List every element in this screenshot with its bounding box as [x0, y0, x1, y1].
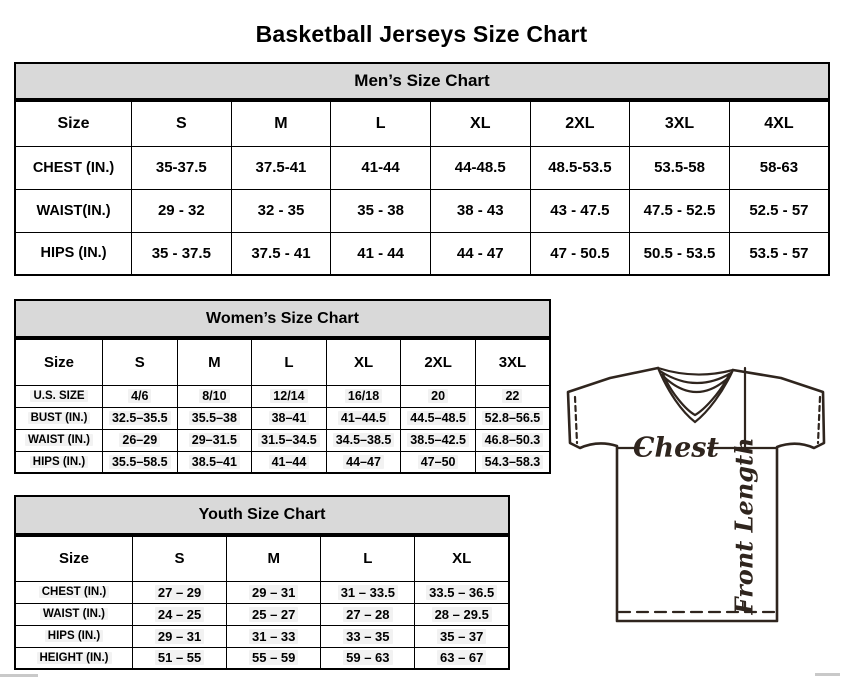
youth-chart-header — [14, 495, 510, 535]
mens-chart-title: Men’s Size Chart — [354, 71, 490, 90]
table-cell — [401, 385, 476, 407]
cell-text: 59 – 63 — [343, 650, 392, 665]
table-cell: 47 - 50.5 — [530, 232, 630, 275]
table-cell — [103, 429, 178, 451]
table-cell: 29 - 32 — [132, 189, 232, 232]
table-cell — [321, 647, 415, 669]
column-header: XL — [326, 339, 401, 385]
left-cuff-dashed-seam — [575, 397, 577, 443]
womens-chart-header — [14, 299, 551, 338]
row-label — [15, 429, 103, 451]
column-header: Size — [15, 101, 132, 146]
table-cell: 48.5-53.5 — [530, 146, 630, 189]
table-cell — [103, 407, 178, 429]
youth-size-table — [14, 535, 510, 670]
column-header: S — [103, 339, 178, 385]
page-title: Basketball Jerseys Size Chart — [255, 21, 588, 48]
table-cell — [415, 647, 509, 669]
column-header: L — [321, 536, 415, 581]
cell-text: 25 – 27 — [249, 607, 298, 622]
cell-text: 38.5–41 — [189, 455, 240, 469]
column-header: Size — [15, 339, 103, 385]
cutoff-element-bottom-right — [815, 673, 840, 676]
table-cell — [321, 625, 415, 647]
table-row — [15, 451, 550, 473]
cell-text: 32.5–35.5 — [109, 411, 171, 425]
column-header: 2XL — [401, 339, 476, 385]
table-cell — [133, 603, 227, 625]
table-cell: 41 - 44 — [331, 232, 431, 275]
right-cuff-dashed-seam — [818, 397, 820, 443]
cell-text: 35.5–38 — [189, 411, 240, 425]
cell-text: 29–31.5 — [189, 433, 240, 447]
column-header: Size — [15, 536, 133, 581]
cell-text: 38–41 — [269, 411, 310, 425]
table-cell — [133, 625, 227, 647]
womens-size-table — [14, 338, 551, 474]
table-cell — [227, 581, 321, 603]
cell-text: 46.8–50.3 — [482, 433, 544, 447]
table-cell — [177, 407, 252, 429]
column-header: S — [133, 536, 227, 581]
cell-text: 35.5–58.5 — [109, 455, 171, 469]
mens-size-table — [14, 100, 830, 276]
table-cell — [133, 647, 227, 669]
row-label — [15, 647, 133, 669]
table-cell: 35 - 38 — [331, 189, 431, 232]
table-cell — [401, 407, 476, 429]
table-cell — [103, 385, 178, 407]
cell-text: HIPS (IN.) — [45, 630, 103, 642]
table-cell — [177, 429, 252, 451]
table-cell: 43 - 47.5 — [530, 189, 630, 232]
table-cell — [475, 407, 550, 429]
cell-text: 33 – 35 — [343, 629, 392, 644]
cell-text: 27 – 29 — [155, 585, 204, 600]
cell-text: WAIST (IN.) — [25, 434, 93, 446]
column-header: XL — [415, 536, 509, 581]
cell-text: 33.5 – 36.5 — [426, 585, 497, 600]
cell-text: 4/6 — [128, 389, 151, 403]
cell-text: 16/18 — [345, 389, 382, 403]
row-label — [15, 603, 133, 625]
header-row — [15, 536, 509, 581]
row-label — [15, 407, 103, 429]
cell-text: 47–50 — [418, 455, 459, 469]
cell-text: 29 – 31 — [155, 629, 204, 644]
cell-text: 41–44.5 — [338, 411, 389, 425]
table-cell — [326, 451, 401, 473]
column-header: XL — [430, 101, 530, 146]
cell-text: 12/14 — [270, 389, 307, 403]
table-cell — [103, 451, 178, 473]
row-label: WAIST(IN.) — [15, 189, 132, 232]
table-row — [15, 647, 509, 669]
cell-text: 31.5–34.5 — [258, 433, 320, 447]
column-header: 3XL — [475, 339, 550, 385]
table-cell: 38 - 43 — [430, 189, 530, 232]
womens-chart-title: Women’s Size Chart — [206, 309, 359, 327]
table-cell: 41-44 — [331, 146, 431, 189]
table-cell: 37.5-41 — [231, 146, 331, 189]
table-cell — [252, 385, 327, 407]
cell-text: 38.5–42.5 — [407, 433, 469, 447]
table-row — [15, 407, 550, 429]
table-row — [15, 429, 550, 451]
table-cell: 50.5 - 53.5 — [630, 232, 730, 275]
table-cell — [475, 429, 550, 451]
row-label: HIPS (IN.) — [15, 232, 132, 275]
table-cell: 53.5-58 — [630, 146, 730, 189]
column-header: 2XL — [530, 101, 630, 146]
table-row — [15, 625, 509, 647]
header-row — [15, 101, 829, 146]
table-cell: 52.5 - 57 — [729, 189, 829, 232]
cell-text: 54.3–58.3 — [482, 455, 544, 469]
cell-text: 44–47 — [343, 455, 384, 469]
cell-text: 24 – 25 — [155, 607, 204, 622]
row-label — [15, 581, 133, 603]
table-cell — [177, 385, 252, 407]
column-header: M — [227, 536, 321, 581]
column-header: M — [177, 339, 252, 385]
table-row — [15, 146, 829, 189]
column-header: M — [231, 101, 331, 146]
column-header: S — [132, 101, 232, 146]
table-cell — [252, 429, 327, 451]
cell-text: U.S. SIZE — [30, 390, 87, 402]
table-cell: 35 - 37.5 — [132, 232, 232, 275]
table-cell — [401, 429, 476, 451]
cell-text: 27 – 28 — [343, 607, 392, 622]
cell-text: 34.5–38.5 — [333, 433, 395, 447]
table-row — [15, 603, 509, 625]
table-cell — [415, 625, 509, 647]
cell-text: 55 – 59 — [249, 650, 298, 665]
table-row — [15, 189, 829, 232]
mens-chart-header — [14, 62, 830, 100]
cell-text: 35 – 37 — [437, 629, 486, 644]
front-length-label: Front Length — [729, 437, 759, 615]
table-cell — [133, 581, 227, 603]
table-cell — [321, 603, 415, 625]
cell-text: 20 — [428, 389, 448, 403]
youth-chart-title: Youth Size Chart — [198, 506, 326, 523]
cell-text: HEIGHT (IN.) — [37, 652, 112, 664]
column-header: L — [331, 101, 431, 146]
cell-text: 29 – 31 — [249, 585, 298, 600]
table-cell — [177, 451, 252, 473]
cell-text: WAIST (IN.) — [40, 608, 108, 620]
cell-text: 52.8–56.5 — [482, 411, 544, 425]
cell-text: 31 – 33 — [249, 629, 298, 644]
table-cell — [227, 647, 321, 669]
cell-text: 31 – 33.5 — [338, 585, 398, 600]
cell-text: 44.5–48.5 — [407, 411, 469, 425]
jersey-outline — [568, 368, 824, 621]
table-cell: 47.5 - 52.5 — [630, 189, 730, 232]
table-cell — [326, 407, 401, 429]
table-cell: 32 - 35 — [231, 189, 331, 232]
table-cell — [415, 603, 509, 625]
table-cell — [326, 385, 401, 407]
table-cell — [227, 603, 321, 625]
row-label — [15, 385, 103, 407]
header-row — [15, 339, 550, 385]
table-cell: 44 - 47 — [430, 232, 530, 275]
cell-text: 26–29 — [119, 433, 160, 447]
collar-back-line — [658, 368, 733, 375]
cell-text: BUST (IN.) — [28, 412, 91, 424]
column-header: 4XL — [729, 101, 829, 146]
table-cell — [415, 581, 509, 603]
row-label — [15, 625, 133, 647]
cell-text: 41–44 — [269, 455, 310, 469]
table-cell — [252, 451, 327, 473]
table-cell — [475, 385, 550, 407]
column-header: 3XL — [630, 101, 730, 146]
table-cell: 37.5 - 41 — [231, 232, 331, 275]
cell-text: CHEST (IN.) — [39, 586, 110, 598]
table-cell — [326, 429, 401, 451]
table-cell: 44-48.5 — [430, 146, 530, 189]
jersey-measurement-diagram — [556, 358, 841, 630]
chest-label: Chest — [633, 432, 719, 464]
cell-text: 8/10 — [199, 389, 229, 403]
table-row — [15, 581, 509, 603]
cutoff-element-bottom-left — [0, 674, 38, 677]
table-row — [15, 232, 829, 275]
table-cell — [252, 407, 327, 429]
cell-text: 28 – 29.5 — [432, 607, 492, 622]
table-cell — [227, 625, 321, 647]
table-cell: 53.5 - 57 — [729, 232, 829, 275]
table-cell — [475, 451, 550, 473]
row-label — [15, 451, 103, 473]
row-label: CHEST (IN.) — [15, 146, 132, 189]
table-cell: 35-37.5 — [132, 146, 232, 189]
cell-text: 51 – 55 — [155, 650, 204, 665]
column-header: L — [252, 339, 327, 385]
cell-text: 22 — [502, 389, 522, 403]
table-cell: 58-63 — [729, 146, 829, 189]
table-cell — [321, 581, 415, 603]
table-cell — [401, 451, 476, 473]
table-row — [15, 385, 550, 407]
cell-text: HIPS (IN.) — [30, 456, 88, 468]
cell-text: 63 – 67 — [437, 650, 486, 665]
